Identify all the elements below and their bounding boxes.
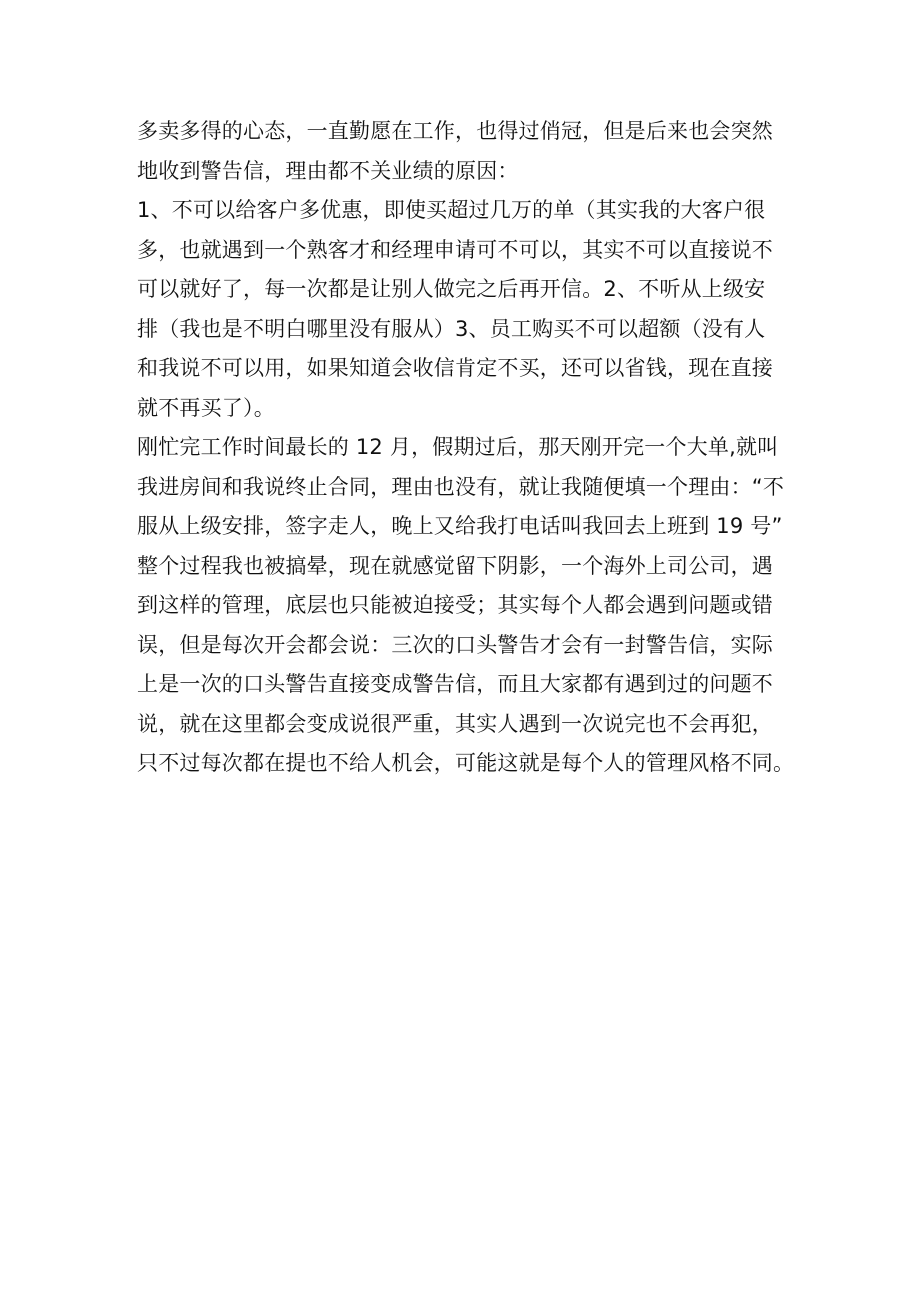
text-line: 只不过每次都在提也不给人机会，可能这就是每个人的管理风格不同。 — [137, 751, 795, 775]
text-line: 上是一次的口头警告直接变成警告信，而且大家都有遇到过的问题不 — [137, 672, 773, 696]
text-line: 刚忙完工作时间最长的 12 月，假期过后，那天刚开完一个大单,就叫 — [137, 435, 779, 459]
text-line: 就不再买了）。 — [137, 395, 275, 420]
text-line: 和我说不可以用，如果知道会收信肯定不买，还可以省钱，现在直接 — [137, 356, 773, 380]
text-line: 说，就在这里都会变成说很严重，其实人遇到一次说完也不会再犯， — [137, 711, 773, 736]
text-line: 排（我也是不明白哪里没有服从）3、员工购买不可以超额（没有人 — [137, 316, 766, 341]
text-line: 误，但是每次开会都会说：三次的口头警告才会有一封警告信，实际 — [137, 632, 773, 657]
text-line: 1、不可以给客户多优惠，即使买超过几万的单（其实我的大客户很 — [137, 198, 766, 222]
text-line: 多，也就遇到一个熟客才和经理申请可不可以，其实不可以直接说不 — [137, 237, 773, 262]
text-line: 我进房间和我说终止合同，理由也没有，就让我随便填一个理由：“不 — [137, 474, 785, 499]
text-line: 地收到警告信，理由都不关业绩的原因： — [137, 158, 519, 183]
document-body — [137, 112, 797, 784]
text-line: 服从上级安排，签字走人，晚上又给我打电话叫我回去上班到 19 号” — [137, 514, 783, 538]
text-line: 到这样的管理，底层也只能被迫接受；其实每个人都会遇到问题或错 — [137, 593, 773, 617]
text-line: 可以就好了，每一次都是让别人做完之后再开信。2、不听从上级安 — [137, 277, 766, 301]
text-line: 整个过程我也被搞晕，现在就感觉留下阴影，一个海外上司公司，遇 — [137, 553, 773, 578]
text-line: 多卖多得的心态，一直勤愿在工作，也得过俏冠，但是后来也会突然 — [137, 119, 773, 143]
